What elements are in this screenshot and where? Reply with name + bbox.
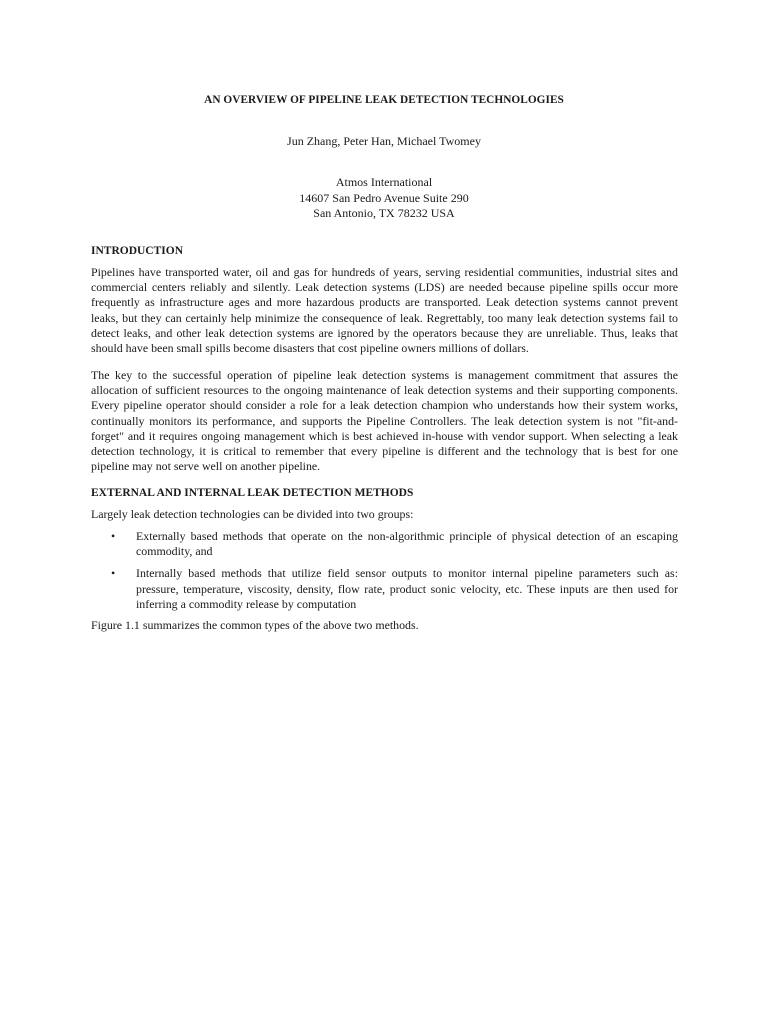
figure-reference: Figure 1.1 summarizes the common types of the above two methods. — [91, 618, 419, 632]
affiliation-org: Atmos International — [335, 175, 433, 189]
affiliation-city: San Antonio, TX 78232 USA — [313, 206, 455, 220]
bullet-icon: • — [111, 529, 116, 543]
list-item — [91, 566, 678, 612]
methods-intro: Largely leak detection technologies can be divided into two groups: — [91, 507, 414, 521]
methods-bullet-list — [91, 529, 678, 619]
introduction-paragraph-2: The key to the successful operation of pipeline leak detection systems is management commitment that assures the allocation of sufficient resources to the ongoing maintenance of leak detection systems and their supporting components. Every pipeline operator should consider a role for a leak detection champion who understands how their system works, continually monitors its performance, and supports the Pipeline Controllers. The leak detection system is not "fit-and-forget" and it requires ongoing management which is best achieved in-house with vendor support. When selecting a leak detection technology, it is critical to remember that every pipeline is different and the technology that is best for one pipeline may not serve well on another pipeline. — [91, 368, 678, 474]
introduction-heading: INTRODUCTION — [91, 245, 184, 257]
bullet-icon: • — [111, 566, 116, 581]
bullet-text: Internally based methods that utilize field sensor outputs to monitor internal pipeline parameters such as: pressure, temperature, viscosity, density, flow rate, product sonic velocity, etc. These inputs are then used for inferring a commodity release by computation — [136, 566, 678, 611]
affiliation-block — [0, 175, 768, 222]
affiliation-street: 14607 San Pedro Avenue Suite 290 — [299, 190, 469, 205]
methods-heading: EXTERNAL AND INTERNAL LEAK DETECTION METHODS — [91, 487, 414, 499]
list-item — [91, 529, 678, 559]
bullet-text: Externally based methods that operate on the non-algorithmic principle of physical detection of an escaping commodity, and — [136, 529, 678, 559]
author-list: Jun Zhang, Peter Han, Michael Twomey — [287, 134, 481, 148]
introduction-paragraph-1: Pipelines have transported water, oil and gas for hundreds of years, serving residential communities, industrial sites and commercial centers reliably and silently. Leak detection systems (LDS) are needed because pipeline spills occur more frequently as infrastructure ages and more hazardous products are transported. Leak detection systems cannot prevent leaks, but they can certainly help minimize the consequence of leak. Regrettably, too many leak detection systems fail to detect leaks, and other leak detection systems are ignored by the operators because they are unreliable. Thus, leaks that should have been small spills become disasters that cost pipeline owners millions of dollars. — [91, 265, 678, 356]
paper-title: AN OVERVIEW OF PIPELINE LEAK DETECTION TECHNOLOGIES — [204, 94, 564, 106]
